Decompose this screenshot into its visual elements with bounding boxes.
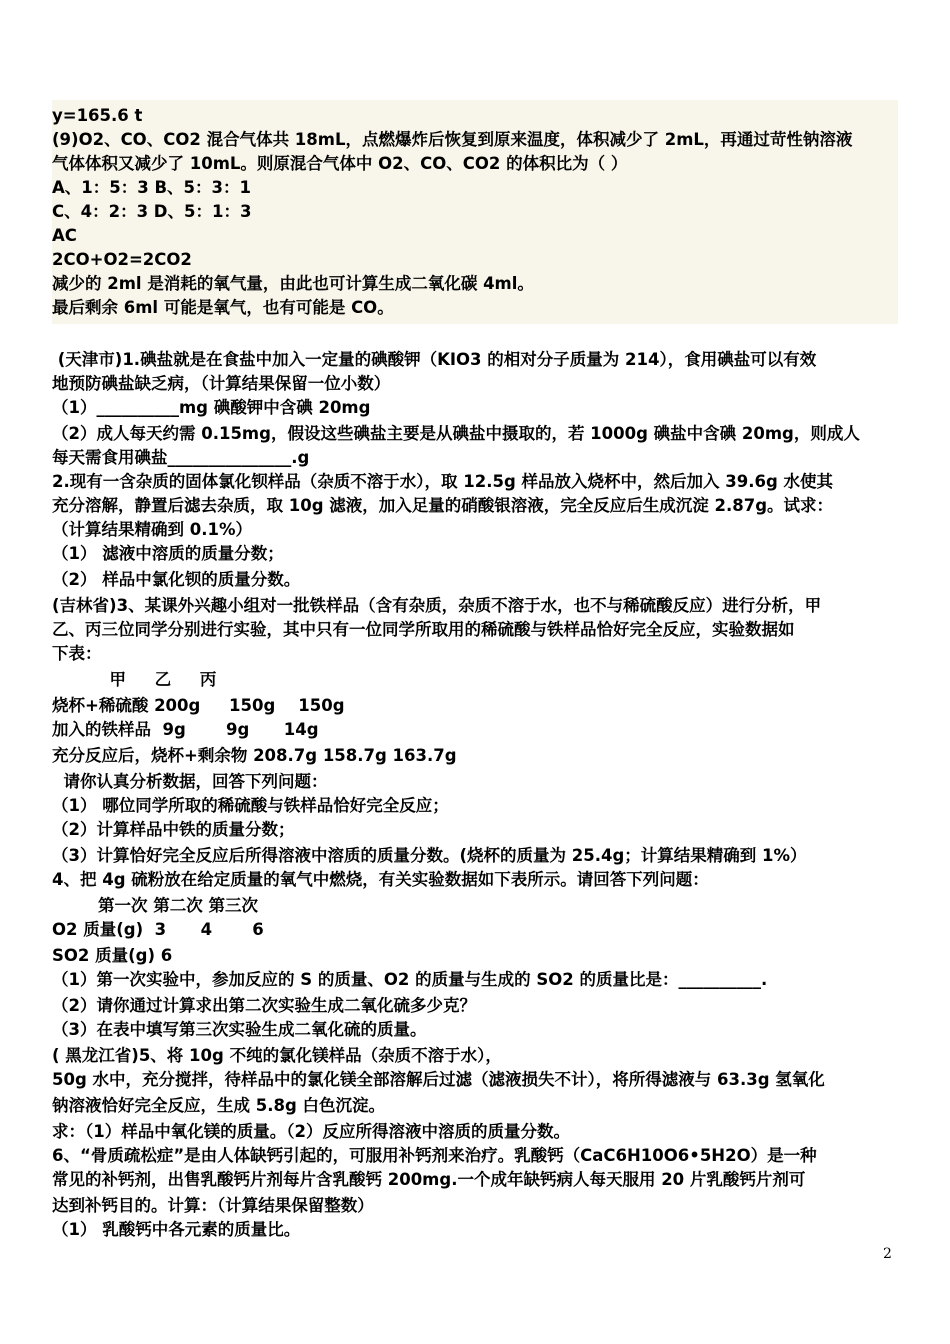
text-line: C、4：2：3 D、5：1：3 bbox=[52, 202, 252, 221]
text-line: 烧杯+稀硫酸 200g 150g 150g bbox=[52, 696, 345, 715]
text-line: 常见的补钙剂，出售乳酸钙片剂每片含乳酸钙 200mg.一个成年缺钙病人每天服用 20 片乳酸钙片剂可 bbox=[52, 1170, 806, 1189]
text-line: （2）成人每天约需 0.15mg，假设这些碘盐主要是从碘盐中摄取的，若 1000g 碘盐中含碘 20mg，则成人 bbox=[52, 424, 860, 443]
text-line: （3）在表中填写第三次实验生成二氧化硫的质量。 bbox=[52, 1020, 427, 1039]
text-line: 乙、丙三位同学分别进行实验，其中只有一位同学所取用的稀硫酸与铁样品恰好完全反应，实验数据如 bbox=[52, 620, 795, 639]
text-line: （2） 样品中氯化钡的质量分数。 bbox=[52, 570, 301, 589]
text-line: 下表： bbox=[52, 644, 102, 663]
text-line: (天津市)1.碘盐就是在食盐中加入一定量的碘酸钾（KIO3 的相对分子质量为 214），食用碘盐可以有效 bbox=[52, 350, 817, 369]
text-line: 第一次 第二次 第三次 bbox=[52, 896, 258, 915]
text-line: AC bbox=[52, 226, 77, 245]
page-number: 2 bbox=[883, 1246, 892, 1262]
text-line: 2CO+O2=2CO2 bbox=[52, 250, 192, 269]
text-line: （2）计算样品中铁的质量分数； bbox=[52, 820, 295, 839]
text-line: (吉林省)3、某课外兴趣小组对一批铁样品（含有杂质，杂质不溶于水，也不与稀硫酸反应）进行分析，甲 bbox=[52, 596, 822, 615]
text-line: 每天需食用碘盐_______________.g bbox=[52, 448, 310, 467]
text-line: 请你认真分析数据，回答下列问题： bbox=[52, 772, 328, 791]
text-line: 50g 水中，充分搅拌，待样品中的氯化镁全部溶解后过滤（滤液损失不计），将所得滤液与 63.3g 氢氧化 bbox=[52, 1070, 825, 1089]
text-line: （2）请你通过计算求出第二次实验生成二氧化硫多少克？ bbox=[52, 996, 476, 1015]
text-line: 达到补钙目的。计算：（计算结果保留整数） bbox=[52, 1196, 374, 1215]
text-line: SO2 质量(g) 6 bbox=[52, 946, 173, 965]
text-line: 减少的 2ml 是消耗的氧气量，由此也可计算生成二氧化碳 4ml。 bbox=[52, 274, 534, 293]
text-line: （3）计算恰好完全反应后所得溶液中溶质的质量分数。(烧杯的质量为 25.4g；计算结果精确到 1%） bbox=[52, 846, 807, 865]
text-line: （1）__________mg 碘酸钾中含碘 20mg bbox=[52, 398, 371, 417]
text-line: 6、“骨质疏松症”是由人体缺钙引起的，可服用补钙剂来治疗。乳酸钙（CaC6H10O6•5H2O）是一种 bbox=[52, 1146, 817, 1165]
text-line: （计算结果精确到 0.1%） bbox=[52, 520, 253, 539]
text-line: 充分溶解，静置后滤去杂质，取 10g 滤液，加入足量的硝酸银溶液，完全反应后生成沉淀 2.87g。试求： bbox=[52, 496, 834, 515]
text-line: (9)O2、CO、CO2 混合气体共 18mL，点燃爆炸后恢复到原来温度，体积减少了 2mL，再通过苛性钠溶液 bbox=[52, 130, 853, 149]
text-line: 求：（1）样品中氧化镁的质量。（2）反应所得溶液中溶质的质量分数。 bbox=[52, 1122, 570, 1141]
text-line: 钠溶液恰好完全反应，生成 5.8g 白色沉淀。 bbox=[52, 1096, 386, 1115]
text-line: A、1：5：3 B、5：3：1 bbox=[52, 178, 251, 197]
text-line: O2 质量(g) 3 4 6 bbox=[52, 920, 264, 939]
text-line: 气体体积又减少了 10mL。则原混合气体中 O2、CO、CO2 的体积比为（ ） bbox=[52, 154, 628, 173]
text-line: （1） 乳酸钙中各元素的质量比。 bbox=[52, 1220, 301, 1239]
text-line: （1） 哪位同学所取的稀硫酸与铁样品恰好完全反应； bbox=[52, 796, 449, 815]
text-line: （1） 滤液中溶质的质量分数； bbox=[52, 544, 284, 563]
text-line: （1）第一次实验中，参加反应的 S 的质量、O2 的质量与生成的 SO2 的质量比是：__________. bbox=[52, 970, 768, 989]
text-line: 甲 乙 丙 bbox=[52, 670, 217, 689]
text-line: y=165.6 t bbox=[52, 106, 143, 125]
text-line: 充分反应后，烧杯+剩余物 208.7g 158.7g 163.7g bbox=[52, 746, 457, 765]
text-line: 加入的铁样品 9g 9g 14g bbox=[52, 720, 319, 739]
text-line: 4、把 4g 硫粉放在给定质量的氧气中燃烧，有关实验数据如下表所示。请回答下列问题： bbox=[52, 870, 709, 889]
text-line: ( 黑龙江省)5、将 10g 不纯的氯化镁样品（杂质不溶于水）， bbox=[52, 1046, 502, 1065]
text-line: 最后剩余 6ml 可能是氧气，也有可能是 CO。 bbox=[52, 298, 394, 317]
text-line: 2.现有一含杂质的固体氯化钡样品（杂质不溶于水），取 12.5g 样品放入烧杯中，然后加入 39.6g 水使其 bbox=[52, 472, 834, 491]
text-line: 地预防碘盐缺乏病，（计算结果保留一位小数） bbox=[52, 374, 391, 393]
